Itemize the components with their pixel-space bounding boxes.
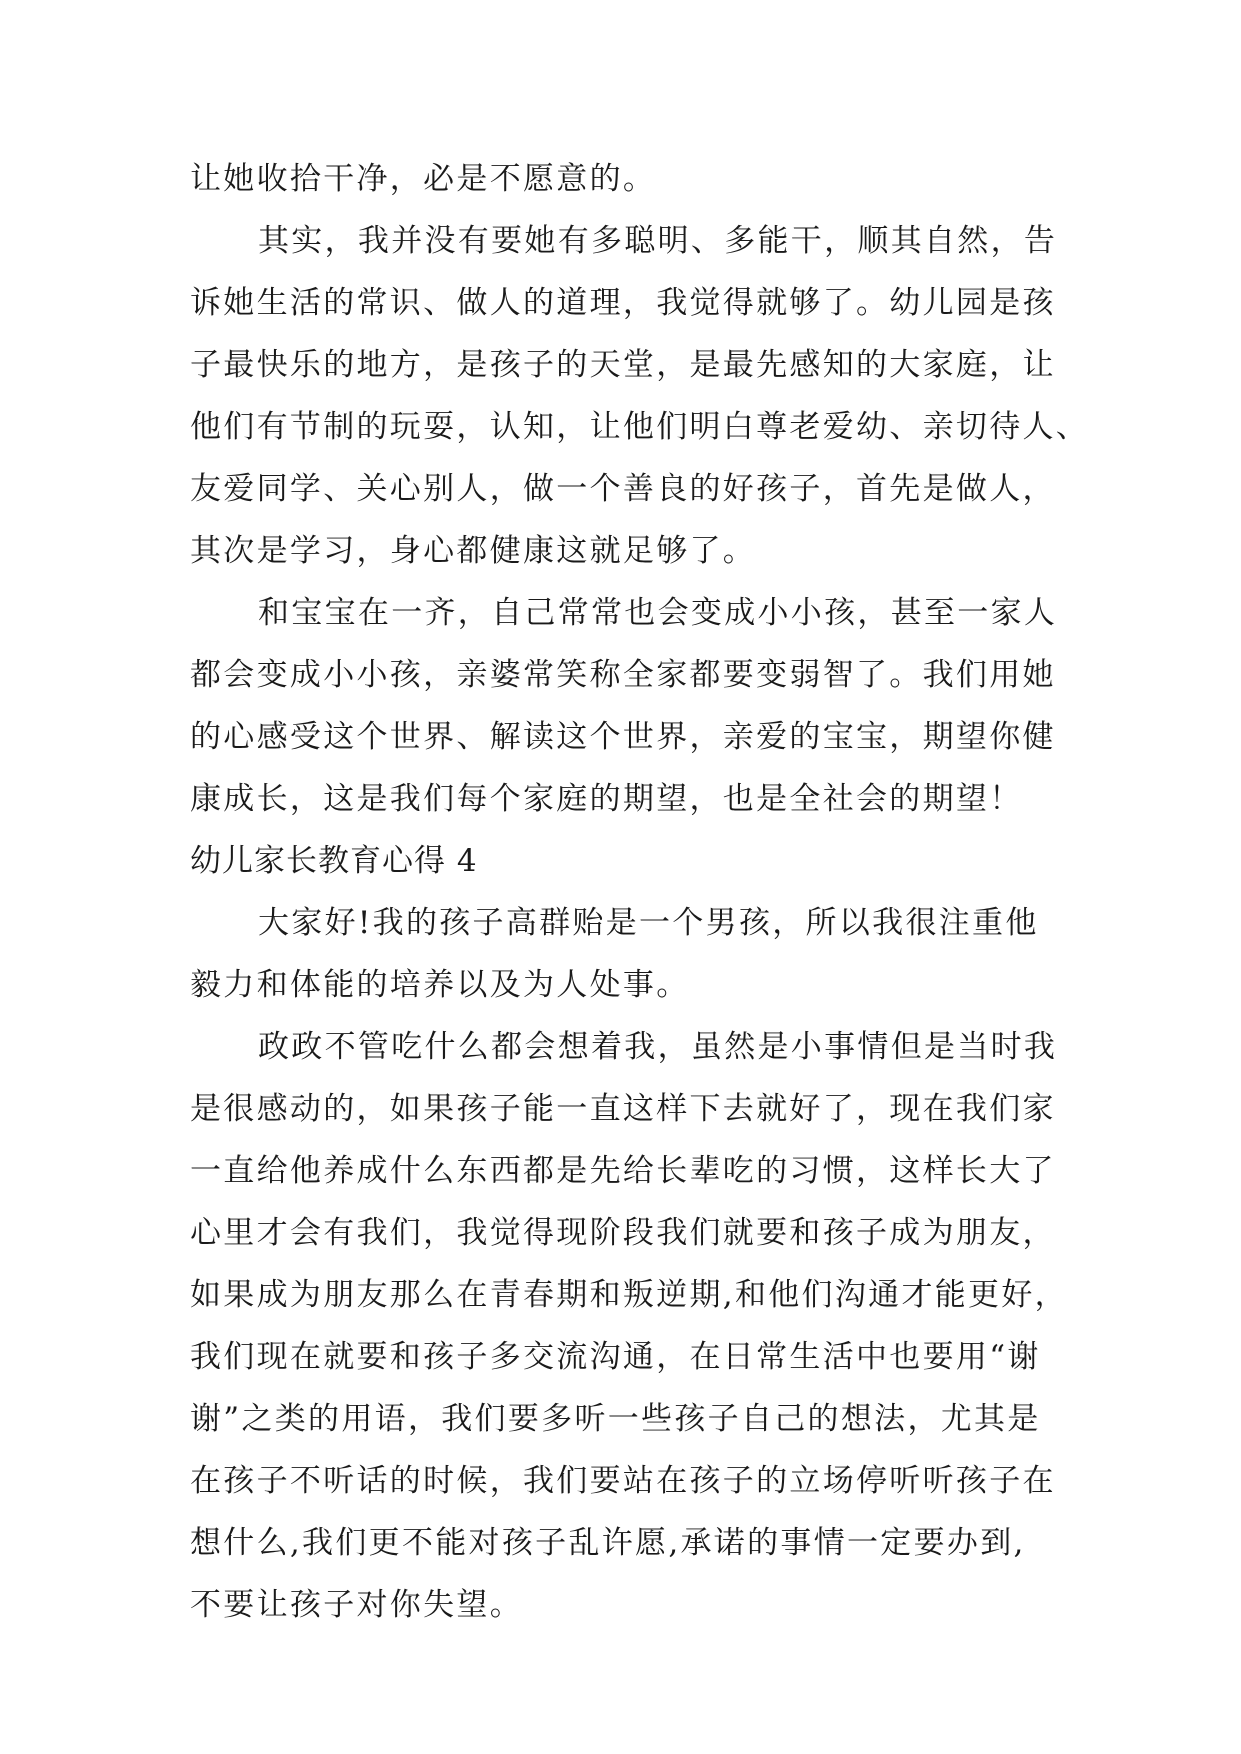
text-line: 子最快乐的地方，是孩子的天堂，是最先感知的大家庭，让 xyxy=(190,347,1056,383)
document-body xyxy=(190,148,1090,1636)
text-line: 谢”之类的用语，我们要多听一些孩子自己的想法，尤其是 xyxy=(190,1401,1041,1437)
text-line: 都会变成小小孩，亲婆常笑称全家都要变弱智了。我们用她 xyxy=(190,657,1056,693)
text-line: 是很感动的，如果孩子能一直这样下去就好了，现在我们家 xyxy=(190,1091,1056,1127)
section-heading: 幼儿家长教育心得 4 xyxy=(190,843,478,879)
text-line: 在孩子不听话的时候，我们要站在孩子的立场停听听孩子在 xyxy=(190,1463,1056,1499)
text-line: 一直给他养成什么东西都是先给长辈吃的习惯，这样长大了 xyxy=(190,1153,1056,1189)
text-line: 大家好!我的孩子高群贻是一个男孩，所以我很注重他 xyxy=(258,905,1039,941)
text-line: 其次是学习，身心都健康这就足够了。 xyxy=(190,533,757,569)
text-line: 如果成为朋友那么在青春期和叛逆期,和他们沟通才能更好， xyxy=(190,1277,1068,1313)
text-line: 让她收拾干净，必是不愿意的。 xyxy=(190,161,657,197)
text-line: 的心感受这个世界、解读这个世界，亲爱的宝宝，期望你健 xyxy=(190,719,1056,755)
text-line: 康成长，这是我们每个家庭的期望，也是全社会的期望！ xyxy=(190,781,1023,817)
text-line: 诉她生活的常识、做人的道理，我觉得就够了。幼儿园是孩 xyxy=(190,285,1056,321)
text-line: 和宝宝在一齐，自己常常也会变成小小孩，甚至一家人 xyxy=(258,595,1058,631)
text-line: 心里才会有我们，我觉得现阶段我们就要和孩子成为朋友， xyxy=(190,1215,1056,1251)
text-line: 不要让孩子对你失望。 xyxy=(190,1587,523,1623)
text-line: 他们有节制的玩耍，认知，让他们明白尊老爱幼、亲切待人、 xyxy=(190,409,1090,445)
text-line: 想什么,我们更不能对孩子乱许愿,承诺的事情一定要办到, xyxy=(190,1525,1026,1561)
text-line: 政政不管吃什么都会想着我，虽然是小事情但是当时我 xyxy=(258,1029,1058,1065)
text-line: 友爱同学、关心别人，做一个善良的好孩子，首先是做人， xyxy=(190,471,1056,507)
text-line: 毅力和体能的培养以及为人处事。 xyxy=(190,967,690,1003)
text-line: 我们现在就要和孩子多交流沟通，在日常生活中也要用“谢 xyxy=(190,1339,1041,1375)
text-line: 其实，我并没有要她有多聪明、多能干，顺其自然，告 xyxy=(258,223,1058,259)
